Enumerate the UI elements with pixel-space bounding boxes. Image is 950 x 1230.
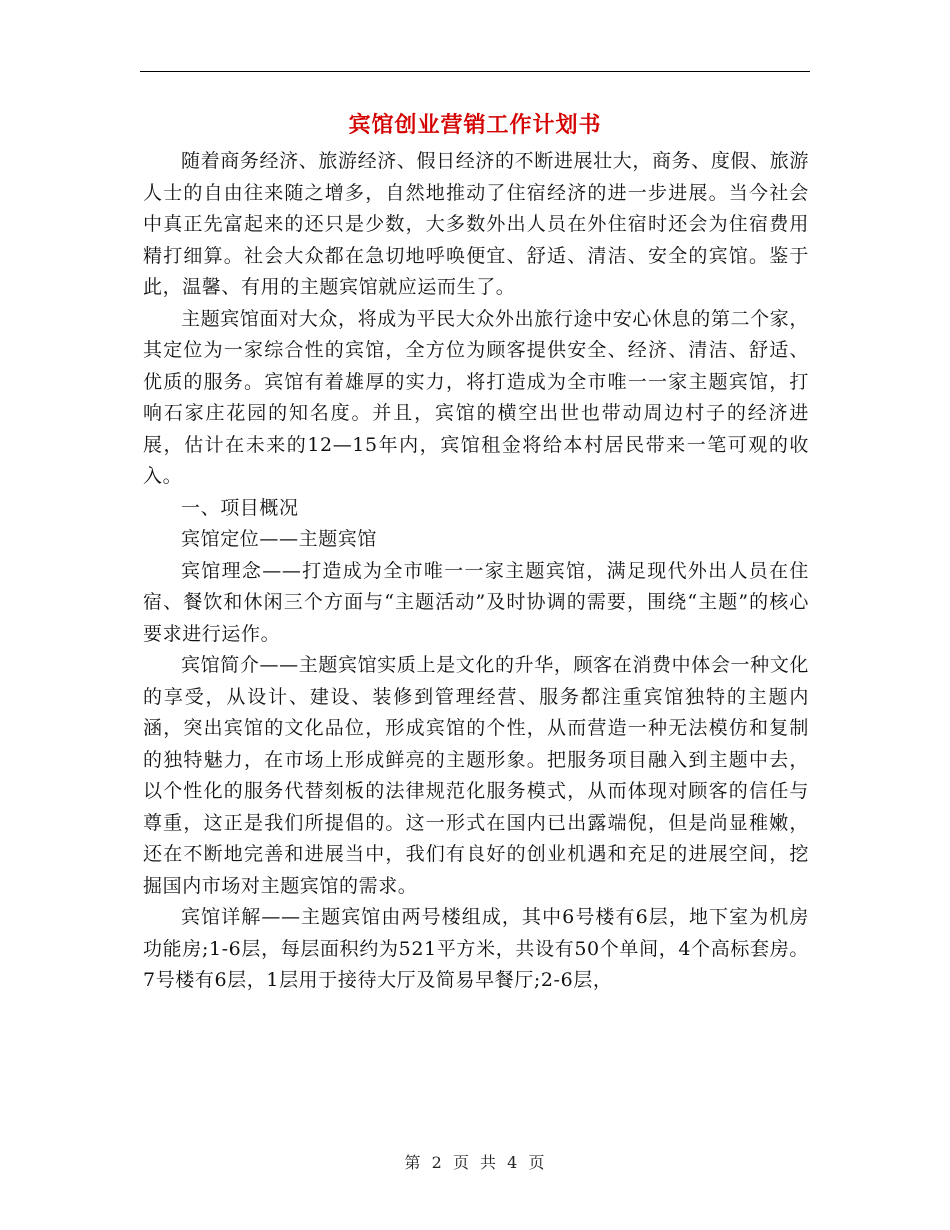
- paragraph-hotel-details: 宾馆详解——主题宾馆由两号楼组成，其中6号楼有6层，地下室为机房功能房;1-6层，每层面积约为521平方米，共设有50个单间，4个高标套房。7号楼有6层，1层用于接待大厅及简易早餐厅;2-6层，: [143, 906, 809, 991]
- footer-current-page: 2: [431, 1153, 443, 1172]
- document-body: [143, 146, 809, 997]
- footer-page-word: 页: [452, 1153, 470, 1172]
- paragraph-hotel-introduction: 宾馆简介——主题宾馆实质上是文化的升华，顾客在消费中体会一种文化的享受，从设计、建设、装修到管理经营、服务都注重宾馆独特的主题内涵，突出宾馆的文化品位，形成宾馆的个性，从而营造一种无法模仿和复制的独特魅力，在市场上形成鲜亮的主题形象。把服务项目融入到主题中去，以个性化的服务代替刻板的法律规范化服务模式，从而体现对顾客的信任与尊重，这正是我们所提倡的。这一形式在国内已出露端倪，但是尚显稚嫩，还在不断地完善和进展当中，我们有良好的创业机遇和充足的进展空间，挖掘国内市场对主题宾馆的需求。: [143, 654, 809, 897]
- section-heading-overview: 一、项目概况: [181, 496, 299, 519]
- footer-prefix: 第: [404, 1153, 422, 1172]
- paragraph-intro: 随着商务经济、旅游经济、假日经济的不断进展壮大，商务、度假、旅游人士的自由往来随之增多，自然地推动了住宿经济的进一步进展。当今社会中真正先富起来的还只是少数，大多数外出人员在外住宿时还会为住宿费用精打细算。社会大众都在急切地呼唤便宜、舒适、清洁、安全的宾馆。鉴于此，温馨、有用的主题宾馆就应运而生了。: [143, 150, 809, 298]
- header-rule: [140, 71, 810, 72]
- footer-suffix: 页: [528, 1153, 546, 1172]
- paragraph-hotel-positioning: 宾馆定位——主题宾馆: [181, 528, 378, 550]
- paragraph-hotel-concept: 宾馆理念——打造成为全市唯一一家主题宾馆，满足现代外出人员在住宿、餐饮和休闲三个方面与“主题活动”及时协调的需要，围绕“主题”的核心要求进行运作。: [143, 559, 809, 645]
- footer-total-word: 共: [480, 1153, 498, 1172]
- page-footer: [0, 1152, 950, 1174]
- paragraph-positioning: 主题宾馆面对大众，将成为平民大众外出旅行途中安心休息的第二个家，其定位为一家综合性的宾馆，全方位为顾客提供安全、经济、清洁、舒适、优质的服务。宾馆有着雄厚的实力，将打造成为全市唯一一家主题宾馆，打响石家庄花园的知名度。并且，宾馆的横空出世也带动周边村子的经济进展，估计在未来的12—15年内，宾馆租金将给本村居民带来一笔可观的收入。: [143, 307, 809, 487]
- document-title: 宾馆创业营销工作计划书: [348, 112, 602, 138]
- footer-total-pages: 4: [507, 1153, 519, 1172]
